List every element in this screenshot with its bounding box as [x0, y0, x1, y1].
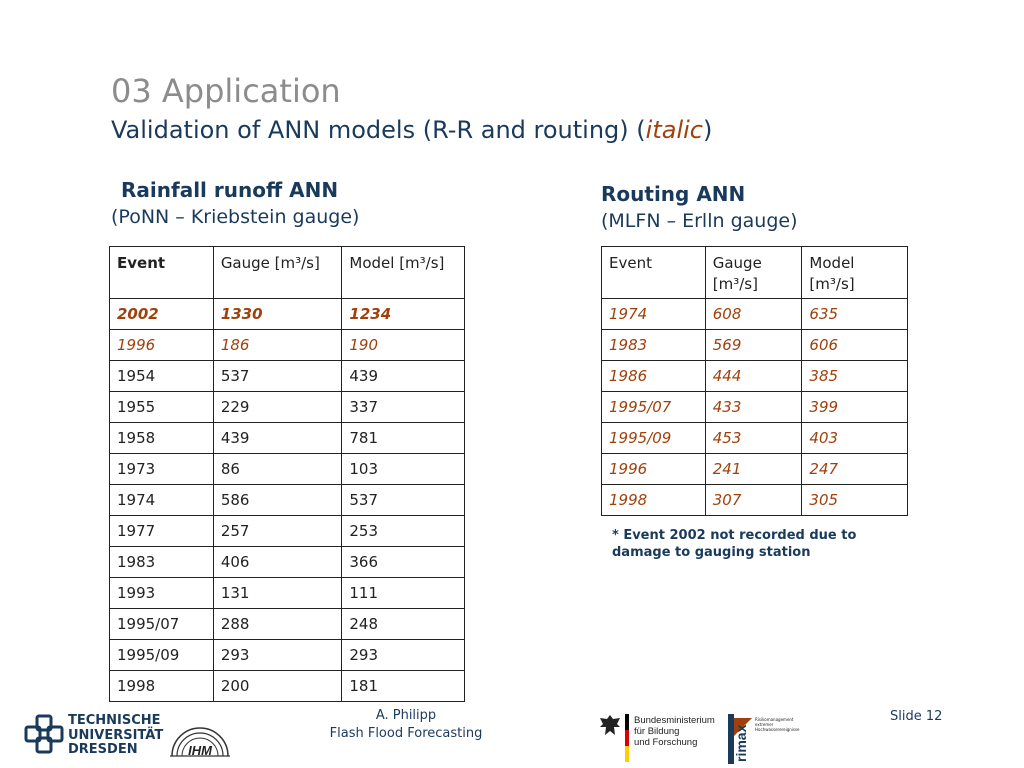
rimax-line: Hochwasserereignisse [755, 727, 800, 732]
cell-model: 293 [342, 640, 465, 671]
cell-gauge: 406 [213, 547, 342, 578]
cell-event: 1993 [110, 578, 214, 609]
footer-topic: Flash Flood Forecasting [329, 726, 483, 741]
cell-gauge: 307 [705, 485, 802, 516]
cell-model: 439 [342, 361, 465, 392]
table-row [602, 299, 908, 330]
cell-event: 1974 [110, 485, 214, 516]
right-heading: Routing ANN [601, 182, 746, 206]
subtitle-close: ) [702, 116, 713, 144]
tu-line: UNIVERSITÄT [68, 727, 164, 743]
table-row [110, 485, 465, 516]
cell-gauge: 293 [213, 640, 342, 671]
table-row [110, 454, 465, 485]
tu-line: DRESDEN [68, 742, 138, 757]
cell-event: 1983 [602, 330, 706, 361]
bmbf-line: Bundesministerium [634, 715, 715, 726]
rimax-line: Risikomanagement [755, 717, 794, 722]
slide-number: Slide 12 [890, 709, 943, 724]
cell-model: 606 [802, 330, 908, 361]
cell-event: 1958 [110, 423, 214, 454]
cell-gauge: 288 [213, 609, 342, 640]
table-header-row [110, 247, 465, 299]
cell-model: 537 [342, 485, 465, 516]
slide-subtitle [111, 116, 712, 144]
cell-event: 1977 [110, 516, 214, 547]
german-eagle-icon [598, 713, 622, 739]
cell-gauge: 608 [705, 299, 802, 330]
routing-table [601, 246, 908, 516]
cell-model: 190 [342, 330, 465, 361]
table-row [110, 330, 465, 361]
table-row [602, 485, 908, 516]
table-row [110, 516, 465, 547]
cell-event: 1995/09 [110, 640, 214, 671]
cell-gauge: 537 [213, 361, 342, 392]
cell-event: 1998 [602, 485, 706, 516]
cell-model: 253 [342, 516, 465, 547]
cell-model: 403 [802, 423, 908, 454]
cell-event: 1983 [110, 547, 214, 578]
table-row [110, 671, 465, 702]
footnote: * Event 2002 not recorded due to damage to gauging station [612, 528, 857, 560]
cell-gauge: 257 [213, 516, 342, 547]
cell-model: 248 [342, 609, 465, 640]
cell-event: 1996 [110, 330, 214, 361]
cell-event: 1996 [602, 454, 706, 485]
column-header-event: Event [602, 247, 706, 299]
table-row [110, 299, 465, 330]
table-row [602, 361, 908, 392]
column-header-event: Event [110, 247, 214, 299]
table-header-row [602, 247, 908, 299]
bmbf-wordmark [634, 715, 715, 748]
table-row [110, 609, 465, 640]
cell-gauge: 439 [213, 423, 342, 454]
cell-gauge: 444 [705, 361, 802, 392]
cell-event: 1995/09 [602, 423, 706, 454]
table-row [110, 392, 465, 423]
german-flag-stripe-icon [625, 714, 629, 762]
cell-gauge: 569 [705, 330, 802, 361]
cell-event: 1995/07 [602, 392, 706, 423]
cell-event: 1955 [110, 392, 214, 423]
subtitle-italic: italic [645, 116, 703, 144]
ihm-logo-icon [168, 712, 232, 760]
cell-gauge: 186 [213, 330, 342, 361]
cell-event: 1986 [602, 361, 706, 392]
column-header-model: Model [m³/s] [342, 247, 465, 299]
cell-gauge: 586 [213, 485, 342, 516]
cell-gauge: 229 [213, 392, 342, 423]
cell-model: 337 [342, 392, 465, 423]
cell-gauge: 1330 [213, 299, 342, 330]
cell-gauge: 200 [213, 671, 342, 702]
column-header-gauge: Gauge [m³/s] [213, 247, 342, 299]
cell-gauge: 131 [213, 578, 342, 609]
cell-event: 1954 [110, 361, 214, 392]
table-row [110, 640, 465, 671]
rimax-text: rimax [733, 724, 749, 762]
cell-model: 1234 [342, 299, 465, 330]
cell-model: 181 [342, 671, 465, 702]
cell-model: 366 [342, 547, 465, 578]
cell-gauge: 241 [705, 454, 802, 485]
table-row [110, 423, 465, 454]
cell-event: 1998 [110, 671, 214, 702]
column-header-gauge: Gauge [m³/s] [705, 247, 802, 299]
cell-model: 635 [802, 299, 908, 330]
cell-model: 103 [342, 454, 465, 485]
cell-model: 399 [802, 392, 908, 423]
cell-event: 1995/07 [110, 609, 214, 640]
cell-model: 781 [342, 423, 465, 454]
cell-gauge: 86 [213, 454, 342, 485]
tu-dresden-wordmark [68, 714, 163, 758]
table-row [602, 454, 908, 485]
cell-event: 1973 [110, 454, 214, 485]
rimax-logo-icon [728, 714, 754, 764]
cell-gauge: 433 [705, 392, 802, 423]
cell-gauge: 453 [705, 423, 802, 454]
tu-line: TECHNISCHE [68, 713, 161, 728]
bmbf-line: für Bildung [634, 726, 680, 737]
rimax-line: extremer [755, 722, 774, 727]
cell-model: 247 [802, 454, 908, 485]
tu-dresden-logo-icon [24, 714, 64, 754]
column-header-model: Model [m³/s] [802, 247, 908, 299]
left-heading: Rainfall runoff ANN [121, 178, 339, 202]
slide-title: 03 Application [111, 72, 341, 110]
footer-author: A. Philipp [375, 708, 437, 723]
table-row [602, 330, 908, 361]
cell-model: 111 [342, 578, 465, 609]
table-row [110, 361, 465, 392]
rainfall-runoff-table [109, 246, 465, 702]
subtitle-text: Validation of ANN models (R-R and routing) ( [111, 116, 646, 144]
cell-event: 1974 [602, 299, 706, 330]
right-subheading: (MLFN – Erlln gauge) [601, 210, 798, 232]
table-row [602, 423, 908, 454]
ihm-text: IHM [188, 743, 212, 758]
left-subheading: (PoNN – Kriebstein gauge) [111, 206, 360, 228]
rimax-caption [755, 717, 815, 732]
footer-center [300, 707, 512, 743]
cell-model: 305 [802, 485, 908, 516]
table-row [110, 547, 465, 578]
table-row [110, 578, 465, 609]
table-row [602, 392, 908, 423]
bmbf-line: und Forschung [634, 737, 698, 748]
cell-event: 2002 [110, 299, 214, 330]
cell-model: 385 [802, 361, 908, 392]
